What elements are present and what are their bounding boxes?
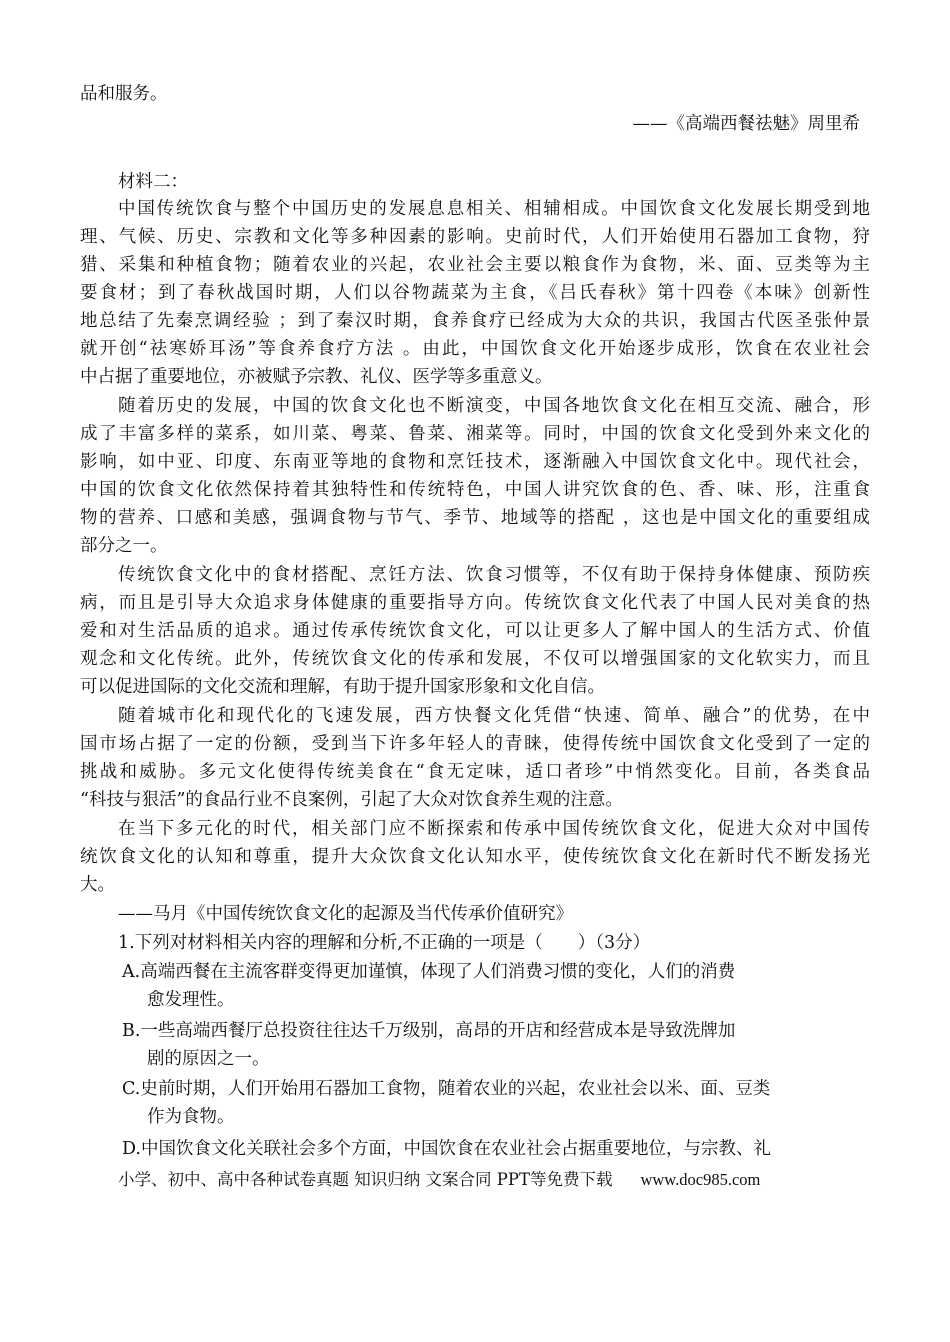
option-b-continued: 剧的原因之一。 (147, 1049, 270, 1069)
paragraph-line: 要食材；到了春秋战国时期，人们以谷物蔬菜为主食，《吕氏春秋》第十四卷《本味》创新性 (80, 283, 870, 303)
option-c: C.史前时期，人们开始用石器加工食物，随着农业的兴起，农业社会以米、面、豆类 (122, 1079, 771, 1099)
option-a: A.高端西餐在主流客群变得更加谨慎，体现了人们消费习惯的变化，人们的消费 (122, 962, 736, 982)
paragraph-line: 随着城市化和现代化的飞速发展，西方快餐文化凭借“快速、简单、融合”的优势，在中 (118, 706, 870, 726)
source-citation: ——《高端西餐祛魅》周里希 (632, 114, 860, 134)
paragraph-line: 观念和文化传统。此外，传统饮食文化的传承和发展，不仅可以增强国家的文化软实力，而且 (80, 649, 870, 669)
paragraph-line: 统饮食文化的认知和尊重，提升大众饮食文化认知水平，使传统饮食文化在新时代不断发扬光 (80, 847, 870, 867)
paragraph-line: 就开创“祛寒娇耳汤”等食养食疗方法 。由此，中国饮食文化开始逐步成形，饮食在农业社会 (80, 339, 870, 359)
paragraph-line: 传统饮食文化中的食材搭配、烹饪方法、饮食习惯等，不仅有助于保持身体健康、预防疾 (118, 565, 870, 585)
option-b: B.一些高端西餐厅总投资往往达千万级别，高昂的开店和经营成本是导致洗牌加 (122, 1021, 736, 1041)
section-heading: 材料二： (118, 172, 188, 192)
paragraph-line: 影响，如中亚、印度、东南亚等地的食物和烹饪技术，逐渐融入中国饮食文化中。现代社会， (80, 452, 870, 472)
footer-text: 小学、初中、高中各种试卷真题 知识归纳 文案合同 PPT等免费下载 (118, 1170, 613, 1189)
paragraph-line: 成了丰富多样的菜系，如川菜、粤菜、鲁菜、湘菜等。同时，中国的饮食文化受到外来文化的 (80, 424, 870, 444)
option-d: D.中国饮食文化关联社会多个方面，中国饮食在农业社会占据重要地位，与宗教、礼 (122, 1139, 771, 1159)
paragraph-line: 随着历史的发展，中国的饮食文化也不断演变，中国各地饮食文化在相互交流、融合，形 (118, 396, 870, 416)
footer-url[interactable]: www.doc985.com (640, 1170, 761, 1189)
paragraph-line: 中国的饮食文化依然保持着其独特性和传统特色，中国人讲究饮食的色、香、味、形，注重食 (80, 480, 870, 500)
paragraph-line: 国市场占据了一定的份额，受到当下许多年轻人的青睐，使得传统中国饮食文化受到了一定的 (80, 734, 870, 754)
paragraph-line: 大。 (80, 875, 115, 895)
paragraph-line: 可以促进国际的文化交流和理解，有助于提升国家形象和文化自信。 (80, 677, 605, 697)
option-a-continued: 愈发理性。 (147, 990, 235, 1010)
paragraph-line: 中国传统饮食与整个中国历史的发展息息相关、相辅相成。中国饮食文化发展长期受到地 (118, 199, 870, 219)
paragraph-line: 病，而且是引导大众追求身体健康的重要指导方向。传统饮食文化代表了中国人民对美食的热 (80, 593, 870, 613)
paragraph-line: 在当下多元化的时代，相关部门应不断探索和传承中国传统饮食文化，促进大众对中国传 (118, 819, 870, 839)
paragraph-line: 部分之一。 (80, 536, 168, 556)
paragraph-line: 物的营养、口感和美感，强调食物与节气、季节、地域等的搭配 ，这也是中国文化的重要组成 (80, 508, 870, 528)
paragraph-line: 猎、采集和种植食物；随着农业的兴起，农业社会主要以粮食作为食物，米、面、豆类等为主 (80, 255, 870, 275)
paragraph-line: 爱和对生活品质的追求。通过传承传统饮食文化，可以让更多人了解中国人的生活方式、价值 (80, 621, 870, 641)
paragraph-line: “科技与狠活”的食品行业不良案例，引起了大众对饮食养生观的注意。 (80, 790, 623, 810)
paragraph-line: 地总结了先秦烹调经验 ；到了秦汉时期，食养食疗已经成为大众的共识，我国古代医圣张仲景 (80, 311, 870, 331)
paragraph-continuation: 品和服务。 (80, 84, 168, 104)
paragraph-line: 理、气候、历史、宗教和文化等多种因素的影响。史前时代，人们开始使用石器加工食物，狩 (80, 227, 870, 247)
paragraph-line: 挑战和威胁。多元文化使得传统美食在“食无定味，适口者珍”中悄然变化。目前，各类食品 (80, 762, 870, 782)
page-footer (118, 1168, 760, 1192)
question-stem: 1.下列对材料相关内容的理解和分析,不正确的一项是（ ）（3分） (118, 933, 651, 953)
option-c-continued: 作为食物。 (147, 1107, 235, 1127)
source-citation: ——马月《中国传统饮食文化的起源及当代传承价值研究》 (118, 904, 573, 924)
paragraph-line: 中占据了重要地位，亦被赋予宗教、礼仪、医学等多重意义。 (80, 367, 553, 387)
